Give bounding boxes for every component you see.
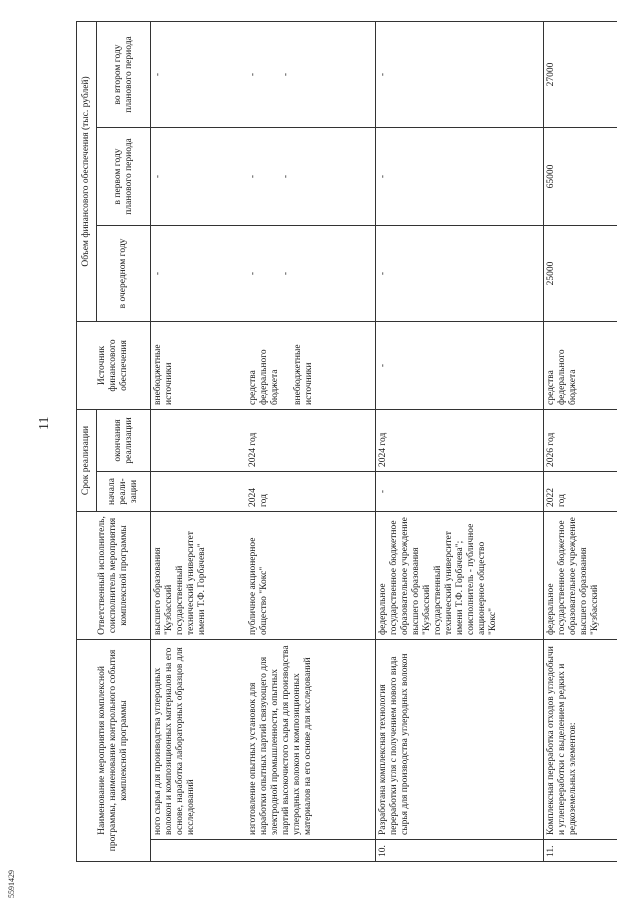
row-start: 2024 год xyxy=(246,472,376,512)
row-executor: федеральное государственное бюджетное образовательное учреждение высшего образования "Кузбасский государственный технический университет имени Т.Ф. Горбачева"; соисполнитель - публичное акционерное общество "Кокс" xyxy=(376,512,544,640)
row-number xyxy=(151,840,246,862)
page-number: 11 xyxy=(37,416,52,430)
header-vol-second: во втором году планового периода xyxy=(97,21,151,127)
row-end: 2024 год xyxy=(246,409,376,471)
rotated-table-container xyxy=(76,22,616,862)
row-number: 10. xyxy=(376,840,544,862)
row-executor: высшего образования "Кузбасский государственный технический университет имени Т.Ф. Горбачева" xyxy=(151,512,246,640)
table-row xyxy=(151,21,246,861)
row-source xyxy=(246,321,376,409)
row-vol-second: - xyxy=(151,21,246,127)
row-source: - xyxy=(376,321,544,409)
program-table xyxy=(76,21,617,862)
row-end: 2024 год xyxy=(376,409,544,471)
row-end xyxy=(151,409,246,471)
row-start: - xyxy=(376,472,544,512)
value: - xyxy=(280,72,291,77)
row-source: внебюджетные источники xyxy=(151,321,246,409)
row-vol-current: - xyxy=(151,225,246,321)
value: - xyxy=(280,174,291,179)
row-vol-first: - xyxy=(151,127,246,225)
row-vol-second xyxy=(246,21,376,127)
source-external: внебюджетные источники xyxy=(292,344,314,405)
header-vol-current: в очередном году xyxy=(97,225,151,321)
value: - xyxy=(247,174,258,179)
row-name: ного сырья для производства углеродных волокон и композиционных материалов на его основе, наработка лабораторных образцов для исследований xyxy=(151,640,246,840)
table-row xyxy=(544,21,617,861)
row-name: Разработана комплексная технология переработки угля с получением нового вида сырья для производства углеродных волокон xyxy=(376,640,544,840)
row-name: Комплексная переработка отходов угледобычи и углепереработки с выделением редких и редкоземельных элементов: xyxy=(544,640,617,840)
header-volume: Объем финансового обеспечения (тыс. рублей) xyxy=(77,21,97,321)
row-vol-second: - xyxy=(376,21,544,127)
row-executor: публичное акционерное общество "Кокс" xyxy=(246,512,376,640)
header-name: Наименование мероприятия комплексной программы, наименование контрольного события комплексной программы xyxy=(77,640,151,862)
table-row xyxy=(376,21,544,861)
value: - xyxy=(247,72,258,77)
value: - xyxy=(280,271,291,276)
row-vol-current xyxy=(246,225,376,321)
row-vol-current: - xyxy=(376,225,544,321)
row-executor: федеральное государственное бюджетное образовательное учреждение высшего образования "Кузбасский xyxy=(544,512,617,640)
document-code: 5591429 xyxy=(7,870,16,898)
row-start xyxy=(151,472,246,512)
row-number: 11. xyxy=(544,840,617,862)
row-vol-current: 25000 xyxy=(544,225,617,321)
header-executor: Ответственный исполнитель, соисполнитель мероприятия комплексной программы xyxy=(77,512,151,640)
table-row xyxy=(246,21,376,861)
header-period-end: окончания реализации xyxy=(97,409,151,471)
source-federal: средства федерального бюджета xyxy=(247,349,280,405)
row-vol-first xyxy=(246,127,376,225)
row-source: средства федерального бюджета xyxy=(544,321,617,409)
row-vol-first: 65000 xyxy=(544,127,617,225)
row-start: 2022 год xyxy=(544,472,617,512)
header-source: Источник финансового обеспечения xyxy=(77,321,151,409)
header-period: Срок реализации xyxy=(77,409,97,511)
row-end: 2026 год xyxy=(544,409,617,471)
header-period-start: начала реали-зации xyxy=(97,472,151,512)
value: - xyxy=(247,271,258,276)
row-vol-first: - xyxy=(376,127,544,225)
row-number xyxy=(246,840,376,862)
row-name: изготовление опытных установок для наработки опытных партий связующего для электродной промышленности, опытных партий высокочистого сырья для производства углеродных волокон и композиционных материалов на его основе для исследований xyxy=(246,640,376,840)
header-vol-first: в первом году планового периода xyxy=(97,127,151,225)
row-vol-second: 27000 xyxy=(544,21,617,127)
